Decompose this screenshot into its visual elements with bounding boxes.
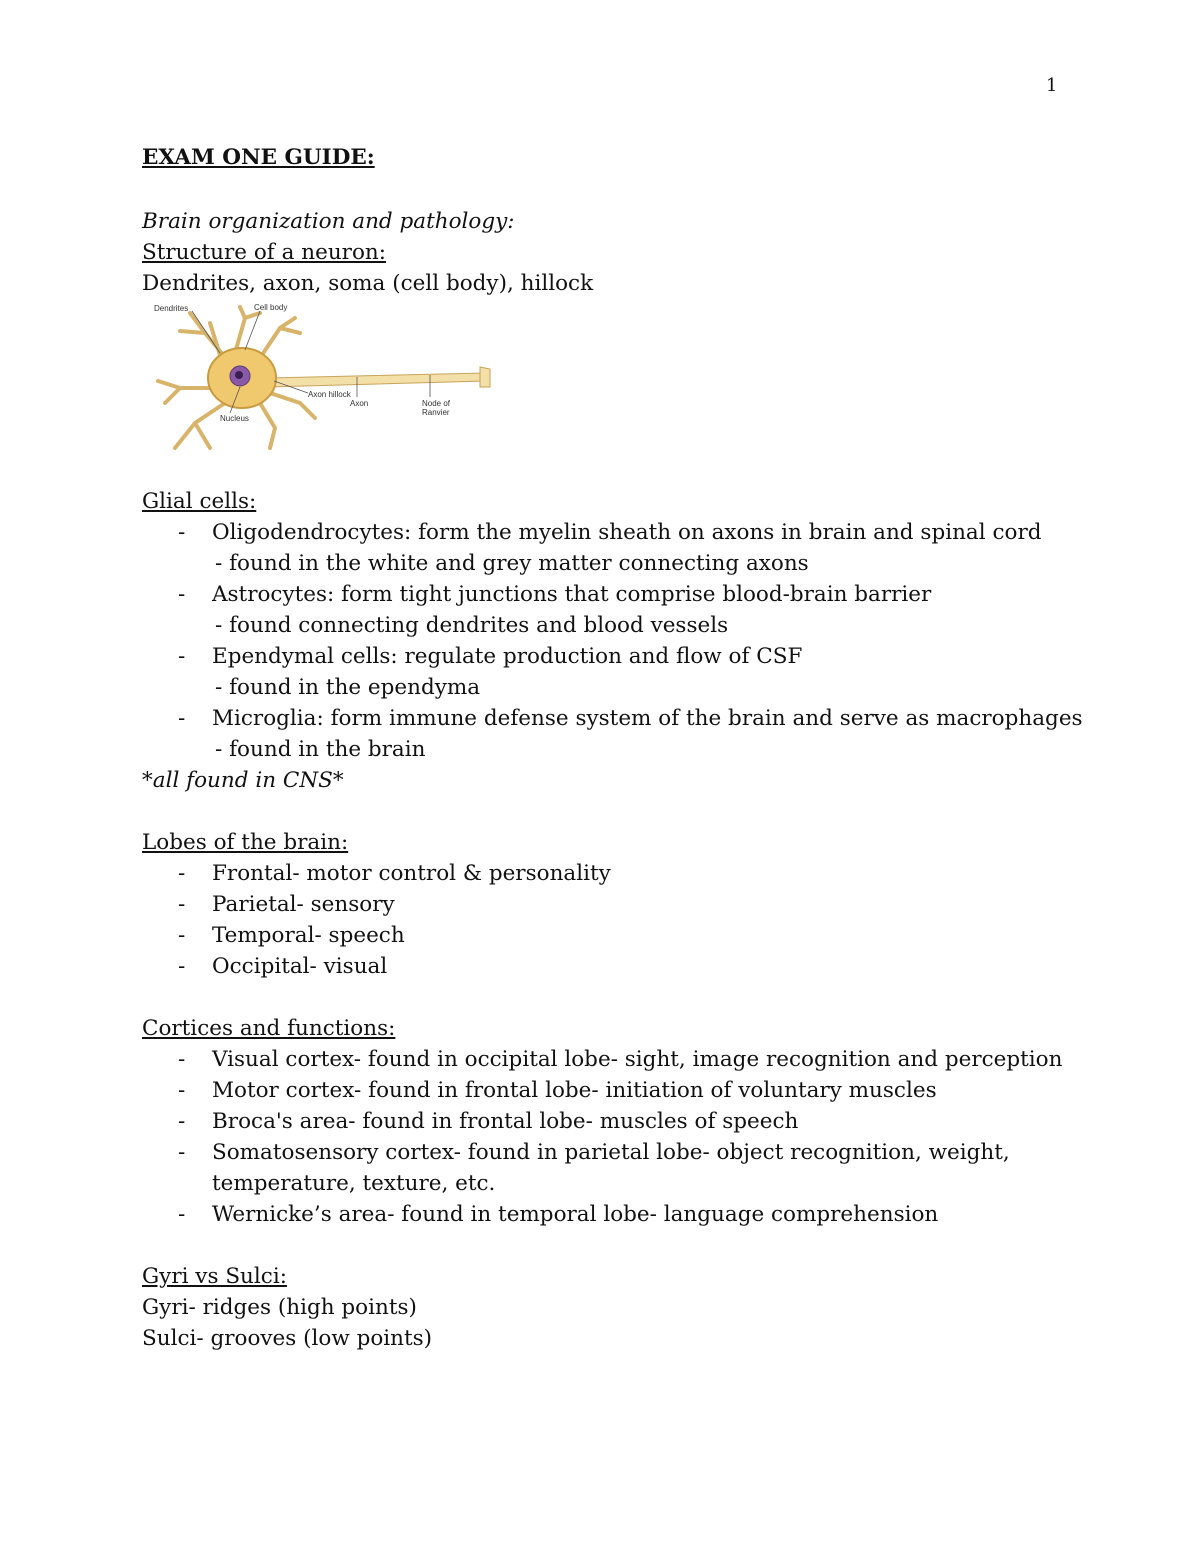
document-body (142, 140, 1092, 1354)
neuron-figure (142, 303, 1092, 455)
gyri-heading: Gyri vs Sulci: (142, 1264, 287, 1289)
list-item: - Ependymal cells: regulate production and flow of CSF (178, 644, 803, 669)
neuron-diagram (150, 303, 510, 453)
list-item: - Astrocytes: form tight junctions that comprise blood-brain barrier (178, 582, 932, 607)
neuron-parts-text: Dendrites, axon, soma (cell body), hillock (142, 271, 594, 296)
list-subitem: - found connecting dendrites and blood vessels (215, 613, 729, 638)
section-heading: Brain organization and pathology: (142, 209, 515, 234)
list-item: - Broca's area- found in frontal lobe- muscles of speech (178, 1109, 799, 1134)
list-subitem: - found in the ependyma (215, 675, 481, 700)
list-item: - Parietal- sensory (178, 892, 395, 917)
label-cell-body: Cell body (254, 303, 288, 312)
list-item: - Motor cortex- found in frontal lobe- initiation of voluntary muscles (178, 1078, 937, 1103)
page-number: 1 (1046, 75, 1058, 96)
label-axon: Axon (350, 399, 369, 408)
sulci-line: Sulci- grooves (low points) (142, 1326, 433, 1351)
label-node-of: Node of (422, 399, 451, 408)
label-axon-hillock: Axon hillock (308, 390, 351, 399)
label-ranvier: Ranvier (422, 408, 450, 417)
cortices-heading: Cortices and functions: (142, 1016, 396, 1041)
page-title: EXAM ONE GUIDE: (142, 145, 375, 170)
list-item: - Temporal- speech (178, 923, 405, 948)
list-item: - Oligodendrocytes: form the myelin sheath on axons in brain and spinal cord (178, 520, 1042, 545)
lobes-heading: Lobes of the brain: (142, 830, 349, 855)
label-dendrites: Dendrites (154, 304, 189, 313)
glial-note: *all found in CNS* (142, 768, 344, 793)
list-item: - Visual cortex- found in occipital lobe- sight, image recognition and perception (178, 1047, 1063, 1072)
list-item: - Frontal- motor control & personality (178, 861, 611, 886)
list-item: - Somatosensory cortex- found in parietal lobe- object recognition, weight, (178, 1140, 1010, 1165)
list-item: - Wernicke’s area- found in temporal lobe- language comprehension (178, 1202, 939, 1227)
gyri-line: Gyri- ridges (high points) (142, 1295, 417, 1320)
list-item: - Microglia: form immune defense system of the brain and serve as macrophages (178, 706, 1083, 731)
list-item: - Occipital- visual (178, 954, 388, 979)
list-subitem: - found in the white and grey matter connecting axons (215, 551, 809, 576)
list-subitem: - found in the brain (215, 737, 426, 762)
list-item-continuation: temperature, texture, etc. (212, 1171, 496, 1196)
glial-heading: Glial cells: (142, 489, 257, 514)
label-nucleus: Nucleus (220, 414, 249, 423)
neuron-heading: Structure of a neuron: (142, 240, 386, 265)
